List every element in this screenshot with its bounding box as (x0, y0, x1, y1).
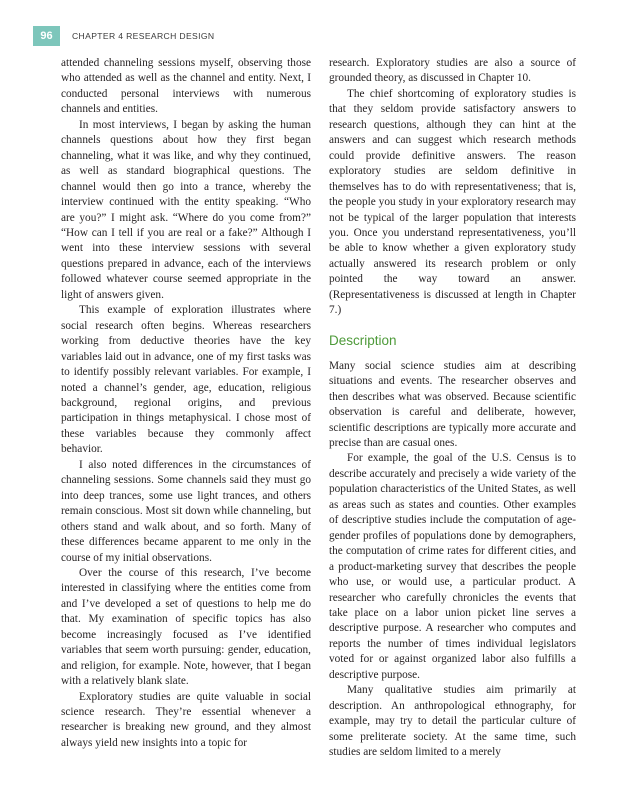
right-column (329, 56, 576, 760)
section-heading: Description (329, 332, 397, 348)
left-column (61, 56, 311, 751)
paragraph: The chief shortcoming of exploratory studies is that they seldom provide satisfactory answers to research questions, although they can hint at the answers and can suggest which research methods could provide definitive answers. The reason exploratory studies are seldom definitive in themselves has to do with representativeness; that is, the people you study in your exploratory research may not be typical of the larger population that interests you. Once you understand representativeness, you’ll be able to know whether a given exploratory study actually answered its research problem or only pointed the way toward an answer. (Representativeness is discussed at length in Chapter 7.) (329, 87, 576, 317)
paragraph: Exploratory studies are quite valuable in social science research. They’re essential whenever a researcher is breaking new ground, and they almost always yield new insights into a topic for (61, 690, 311, 749)
paragraph: I also noted differences in the circumstances of channeling sessions. Some channels said they must go into deep trances, some use light trances, and others remain conscious. Most sit down while channeling, but others stand and walk about, and so forth. Many of these differences became apparent to me only in the course of my initial observations. (61, 458, 311, 564)
paragraph: Many social science studies aim at describing situations and events. The researcher observes and then describes what was observed. Because scientific observation is careful and deliberate, however, scientific descriptions are typically more accurate and precise than are casual ones. (329, 359, 576, 449)
page-number: 96 (33, 26, 60, 46)
page-header (33, 26, 214, 46)
paragraph: attended channeling sessions myself, observing those who attended as well as the channel and entity. Next, I conducted personal interviews with numerous channels and entities. (61, 57, 311, 116)
paragraph: Over the course of this research, I’ve become interested in classifying where the entities come from and I’ve developed a set of questions to help me do that. My examination of specific topics has also become increasingly focused as I’ve identified variables that seem worth pursuing: gender, education, and religion, for example. Note, however, that I began with a relatively blank slate. (61, 566, 311, 688)
paragraph: In most interviews, I began by asking the human channels questions about how they first began channeling, what it was like, and why they continued, as well as standard biographical questions. The channel would then go into a trance, whereby the interview continued with the entity speaking. “Who are you?” I might ask. “Where do you come from?” “How can I tell if you are real or a fake?” Although I went into these interview sessions with several questions prepared in advance, each of the interviews followed whatever course seemed appropriate in the light of answers given. (61, 118, 311, 301)
running-head: CHAPTER 4 RESEARCH DESIGN (72, 31, 215, 41)
paragraph: For example, the goal of the U.S. Census is to describe accurately and precisely a wide variety of the population characteristics of the United States, as well as areas such as states and counties. Other examples of descriptive studies include the computation of age-gender profiles of populations done by demographers, the computation of crime rates for different cities, and a product-marketing survey that describes the people who use, or would use, a particular product. A researcher who carefully chronicles the events that take place on a labor union picket line serves a descriptive purpose. A researcher who computes and reports the number of times individual legislators voted for or against organized labor also fulfills a descriptive purpose. (329, 452, 576, 681)
paragraph: research. Exploratory studies are also a source of grounded theory, as discussed in Chapter 10. (329, 57, 576, 85)
paragraph: This example of exploration illustrates where social research often begins. Whereas researchers working from deductive theories have the key variables laid out in advance, one of my first tasks was to identify possibly relevant variables. For example, I noted a channel’s gender, age, education, religious background, regional origins, and previous participation in things metaphysical. I chose most of these variables because they commonly affect behavior. (61, 304, 311, 456)
paragraph: Many qualitative studies aim primarily at description. An anthropological ethnography, for example, may try to detail the particular culture of some preliterate society. At the same time, such studies are seldom limited to a merely (329, 684, 576, 759)
